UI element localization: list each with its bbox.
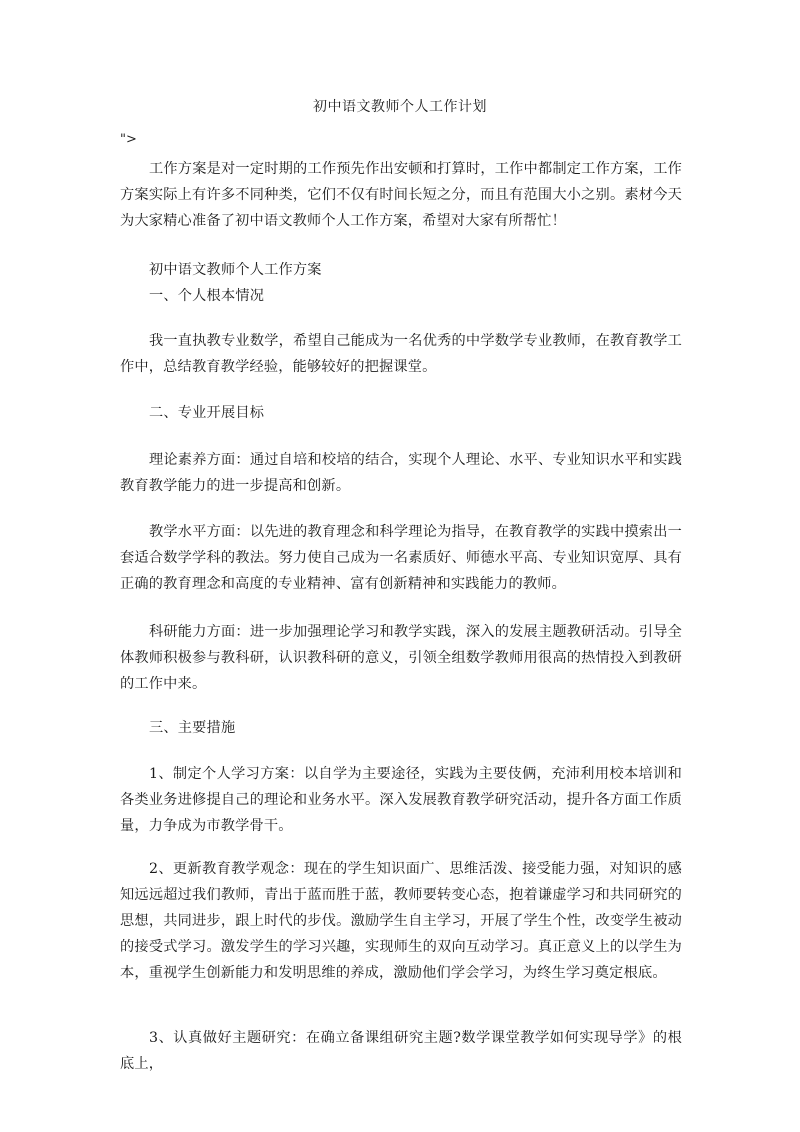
- measure1-paragraph: 1、制定个人学习方案：以自学为主要途径，实践为主要伎俩，充沛利用校本培训和各类业务进修提自己的理论和业务水平。深入发展教育教学研究活动，提升各方面工作质量，力争成为市教学骨干。: [120, 766, 682, 834]
- stray-markup-text: ">: [120, 132, 137, 147]
- measure2-paragraph: 2、更新教育教学观念：现在的学生知识面广、思维活泼、接受能力强，对知识的感知远远超过我们教师，青出于蓝而胜于蓝，教师要转变心态，抱着谦虚学习和共同研究的思想，共同进步，跟上时代的步伐。激励学生自主学习，开展了学生个性，改变学生被动的接受式学习。激发学生的学习兴趣，实现师生的双向互动学习。真正意义上的以学生为本，重视学生创新能力和发明思维的养成，激励他们学会学习，为终生学习奠定根底。: [120, 861, 682, 981]
- section3-heading: 三、主要措施: [149, 720, 236, 736]
- section2-teaching-paragraph: 教学水平方面：以先进的教育理念和科学理论为指导，在教育教学的实践中摸索出一套适合数学学科的教法。努力使自己成为一名素质好、师德水平高、专业知识宽厚、具有正确的教育理念和高度的专业精神、富有创新精神和实践能力的教师。: [120, 524, 682, 592]
- intro-paragraph: 工作方案是对一定时期的工作预先作出安顿和打算时，工作中都制定工作方案，工作方案实际上有许多不同种类，它们不仅有时间长短之分，而且有范围大小之别。素材今天为大家精心准备了初中语文教师个人工作方案，希望对大家有所帮忙！: [120, 161, 682, 229]
- plan-subtitle: 初中语文教师个人工作方案: [149, 262, 322, 278]
- section1-heading: 一、个人根本情况: [149, 288, 265, 304]
- section2-heading: 二、专业开展目标: [149, 405, 265, 421]
- document-title: 初中语文教师个人工作计划: [313, 99, 487, 115]
- measure3-paragraph: 3、认真做好主题研究：在确立备课组研究主题?数学课堂教学如何实现导学》的根底上，: [120, 1030, 682, 1072]
- section1-paragraph: 我一直执教专业数学，希望自己能成为一名优秀的中学数学专业教师，在教育教学工作中，总结教育教学经验，能够较好的把握课堂。: [120, 333, 682, 375]
- section2-research-paragraph: 科研能力方面：进一步加强理论学习和教学实践，深入的发展主题教研活动。引导全体教师积极参与教科研，认识教科研的意义，引领全组数学教师用很高的热情投入到教研的工作中来。: [120, 624, 682, 692]
- section2-theory-paragraph: 理论素养方面：通过自培和校培的结合，实现个人理论、水平、专业知识水平和实践教育教学能力的进一步提高和创新。: [120, 452, 682, 494]
